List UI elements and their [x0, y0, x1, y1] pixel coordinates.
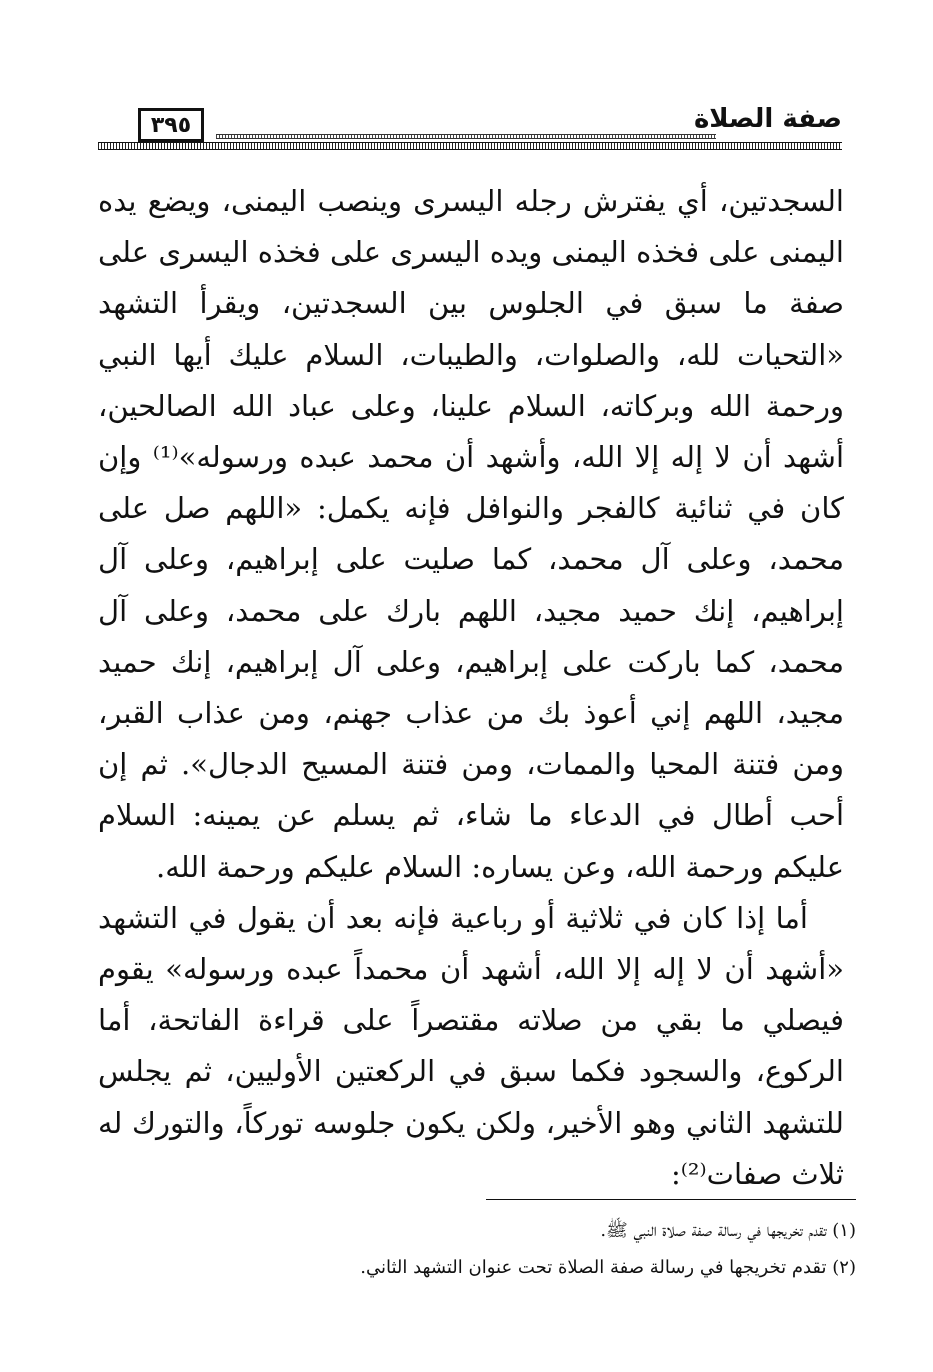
- paragraph-2: أما إذا كان في ثلاثية أو رباعية فإنه بعد أن يقول في التشهد «أشهد أن لا إله إلا الله، أشهد أن محمداً عبده ورسوله» يقوم فيصلي ما بقي من صلاته مقتصراً على قراءة الفاتحة، أما الركوع، والسجود فكما سبق في الركعتين الأوليين، ثم يجلس للتشهد الثاني وهو الأخير، ولكن يكون جلوسه توركاً، والتورك له ثلاث صفات⁽²⁾:: [98, 900, 844, 1191]
- paragraph-1: السجدتين، أي يفترش رجله اليسرى وينصب اليمنى، ويضع يده اليمنى على فخذه اليمنى ويده اليسرى على فخذه اليسرى على صفة ما سبق في الجلوس بين السجدتين، ويقرأ التشهد «التحيات لله، والصلوات، والطيبات، السلام عليك أيها النبي ورحمة الله وبركاته، السلام علينا، وعلى عباد الله الصالحين، أشهد أن لا إله إلا الله، وأشهد أن محمد عبده ورسوله»⁽¹⁾ وإن كان في ثنائية كالفجر والنوافل فإنه يكمل: «اللهم صل على محمد، وعلى آل محمد، كما صليت على إبراهيم، وعلى آل إبراهيم، إنك حميد مجيد، اللهم بارك على محمد، وعلى آل محمد، كما باركت على إبراهيم، وعلى آل إبراهيم، إنك حميد مجيد، اللهم إني أعوذ بك من عذاب جهنم، ومن عذاب القبر، ومن فتنة المحيا والممات، ومن فتنة المسيح الدجال». ثم إن أحب أطال في الدعاء ما شاء، ثم يسلم عن يمينه: السلام عليكم ورحمة الله، وعن يساره: السلام عليكم ورحمة الله.: [98, 184, 845, 884]
- footnote-separator: [486, 1199, 856, 1200]
- header-rule: [98, 142, 842, 150]
- main-text: [98, 176, 844, 1200]
- footnote-2: (٢) تقدم تخريجها في رسالة صفة الصلاة تحت عنوان التشهد الثاني.: [360, 1257, 856, 1278]
- page-number: ٣٩٥: [138, 108, 204, 142]
- book-title: صفة الصلاة: [693, 104, 842, 134]
- page-header: [98, 104, 842, 154]
- footnotes: [98, 1212, 856, 1286]
- footnote-1: (١) تقدم تخريجها في رسالة صفة صلاة النبي ﷺ.: [600, 1220, 856, 1241]
- header-rule-inner: [216, 134, 716, 139]
